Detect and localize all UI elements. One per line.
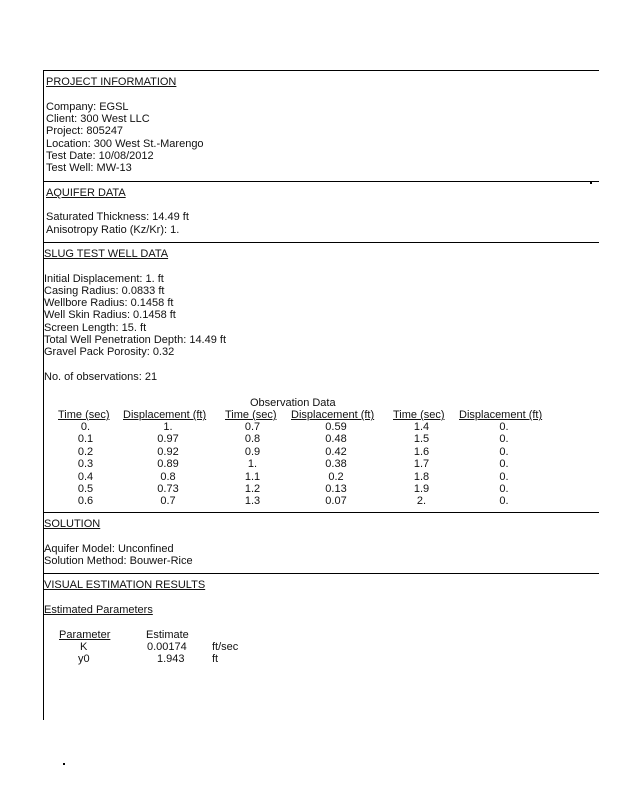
time-column-1 [63, 421, 108, 508]
section-divider [43, 512, 599, 513]
initial-displacement-line: Initial Displacement: 1. ft [44, 273, 164, 285]
table-cell: 1.2 [244, 482, 261, 495]
table-cell: 0.92 [157, 445, 179, 458]
displacement-header: Displacement (ft) [291, 409, 375, 421]
solution-method-line: Solution Method: Bouwer-Rice [44, 555, 193, 567]
scan-speck [63, 763, 65, 765]
displacement-column-1 [143, 421, 193, 508]
displacement-header: Displacement (ft) [123, 409, 207, 421]
estimated-parameters-heading: Estimated Parameters [44, 604, 153, 616]
table-cell: 0.7 [244, 421, 261, 433]
table-cell: 1.5 [413, 433, 430, 446]
table-cell: 1. [163, 421, 173, 433]
table-cell: 0.07 [325, 495, 347, 508]
section-divider [43, 181, 599, 182]
solution-heading: SOLUTION [44, 518, 101, 530]
project-heading: PROJECT INFORMATION [46, 76, 177, 88]
total-penetration-line: Total Well Penetration Depth: 14.49 ft [44, 334, 227, 346]
location-line: Location: 300 West St.-Marengo [46, 138, 204, 150]
table-cell: 1. [247, 458, 258, 471]
observation-data-title: Observation Data [250, 397, 336, 409]
table-cell: 1.8 [413, 470, 430, 483]
table-cell: 0.4 [77, 470, 94, 483]
aquifer-heading: AQUIFER DATA [46, 187, 126, 199]
estimate-header: Estimate [146, 629, 189, 641]
param-unit-k: ft/sec [212, 641, 239, 653]
table-cell: 0.59 [325, 421, 347, 433]
table-cell: 1.6 [413, 445, 430, 458]
param-name-k: K [80, 641, 88, 653]
aquifer-model-line: Aquifer Model: Unconfined [44, 543, 174, 555]
table-cell: 0. [499, 495, 509, 508]
displacement-column-3 [479, 421, 529, 508]
table-cell: 0. [499, 470, 509, 483]
time-header: Time (sec) [393, 409, 445, 421]
table-cell: 0. [80, 421, 91, 433]
left-margin-line [43, 70, 44, 720]
table-cell: 0.1 [77, 433, 94, 446]
test-date-line: Test Date: 10/08/2012 [46, 150, 154, 162]
screen-length-line: Screen Length: 15. ft [44, 322, 147, 334]
wellbore-radius-line: Wellbore Radius: 0.1458 ft [44, 297, 174, 309]
displacement-header: Displacement (ft) [459, 409, 543, 421]
param-estimate-y0: 1.943 [157, 653, 185, 665]
time-column-3 [399, 421, 444, 508]
section-divider [43, 573, 599, 574]
gravel-porosity-line: Gravel Pack Porosity: 0.32 [44, 346, 175, 358]
table-cell: 0.48 [325, 433, 347, 446]
time-column-2 [230, 421, 275, 508]
table-cell: 1.7 [413, 458, 430, 471]
time-header: Time (sec) [225, 409, 277, 421]
section-divider [43, 242, 599, 243]
project-line: Project: 805247 [46, 125, 124, 137]
time-header: Time (sec) [58, 409, 110, 421]
table-cell: 0.9 [244, 445, 261, 458]
visual-heading: VISUAL ESTIMATION RESULTS [44, 579, 206, 591]
table-cell: 0.5 [77, 482, 94, 495]
table-cell: 0.97 [157, 433, 179, 446]
table-cell: 0.8 [160, 470, 176, 483]
company-line: Company: EGSL [46, 101, 129, 113]
table-cell: 0.3 [77, 458, 94, 471]
param-unit-y0: ft [212, 653, 219, 665]
table-cell: 0. [499, 433, 509, 446]
table-cell: 2. [416, 495, 427, 508]
num-observations-line: No. of observations: 21 [44, 371, 158, 383]
anisotropy-line: Anisotropy Ratio (Kz/Kr): 1. [46, 224, 180, 236]
table-cell: 0.2 [328, 470, 344, 483]
table-cell: 0. [499, 482, 509, 495]
table-cell: 1.3 [244, 495, 261, 508]
table-cell: 1.4 [413, 421, 430, 433]
well-skin-radius-line: Well Skin Radius: 0.1458 ft [44, 309, 176, 321]
section-divider [43, 70, 599, 71]
table-cell: 0.89 [157, 458, 179, 471]
casing-radius-line: Casing Radius: 0.0833 ft [44, 285, 165, 297]
displacement-column-2 [311, 421, 361, 508]
table-cell: 0. [499, 421, 509, 433]
table-cell: 0.7 [160, 495, 176, 508]
param-estimate-k: 0.00174 [147, 641, 187, 653]
table-cell: 1.9 [413, 482, 430, 495]
table-cell: 0.2 [77, 445, 94, 458]
table-cell: 0.6 [77, 495, 94, 508]
slug-heading: SLUG TEST WELL DATA [44, 248, 169, 260]
parameter-header: Parameter [59, 629, 111, 641]
scan-speck [590, 182, 592, 184]
table-cell: 0.73 [157, 482, 179, 495]
saturated-thickness-line: Saturated Thickness: 14.49 ft [46, 211, 189, 223]
test-well-line: Test Well: MW-13 [46, 162, 132, 174]
table-cell: 0. [499, 445, 509, 458]
param-name-y0: y0 [78, 653, 90, 665]
table-cell: 1.1 [244, 470, 261, 483]
table-cell: 0.38 [325, 458, 347, 471]
table-cell: 0.13 [325, 482, 347, 495]
client-line: Client: 300 West LLC [46, 113, 150, 125]
table-cell: 0. [499, 458, 509, 471]
table-cell: 0.8 [244, 433, 261, 446]
table-cell: 0.42 [325, 445, 347, 458]
